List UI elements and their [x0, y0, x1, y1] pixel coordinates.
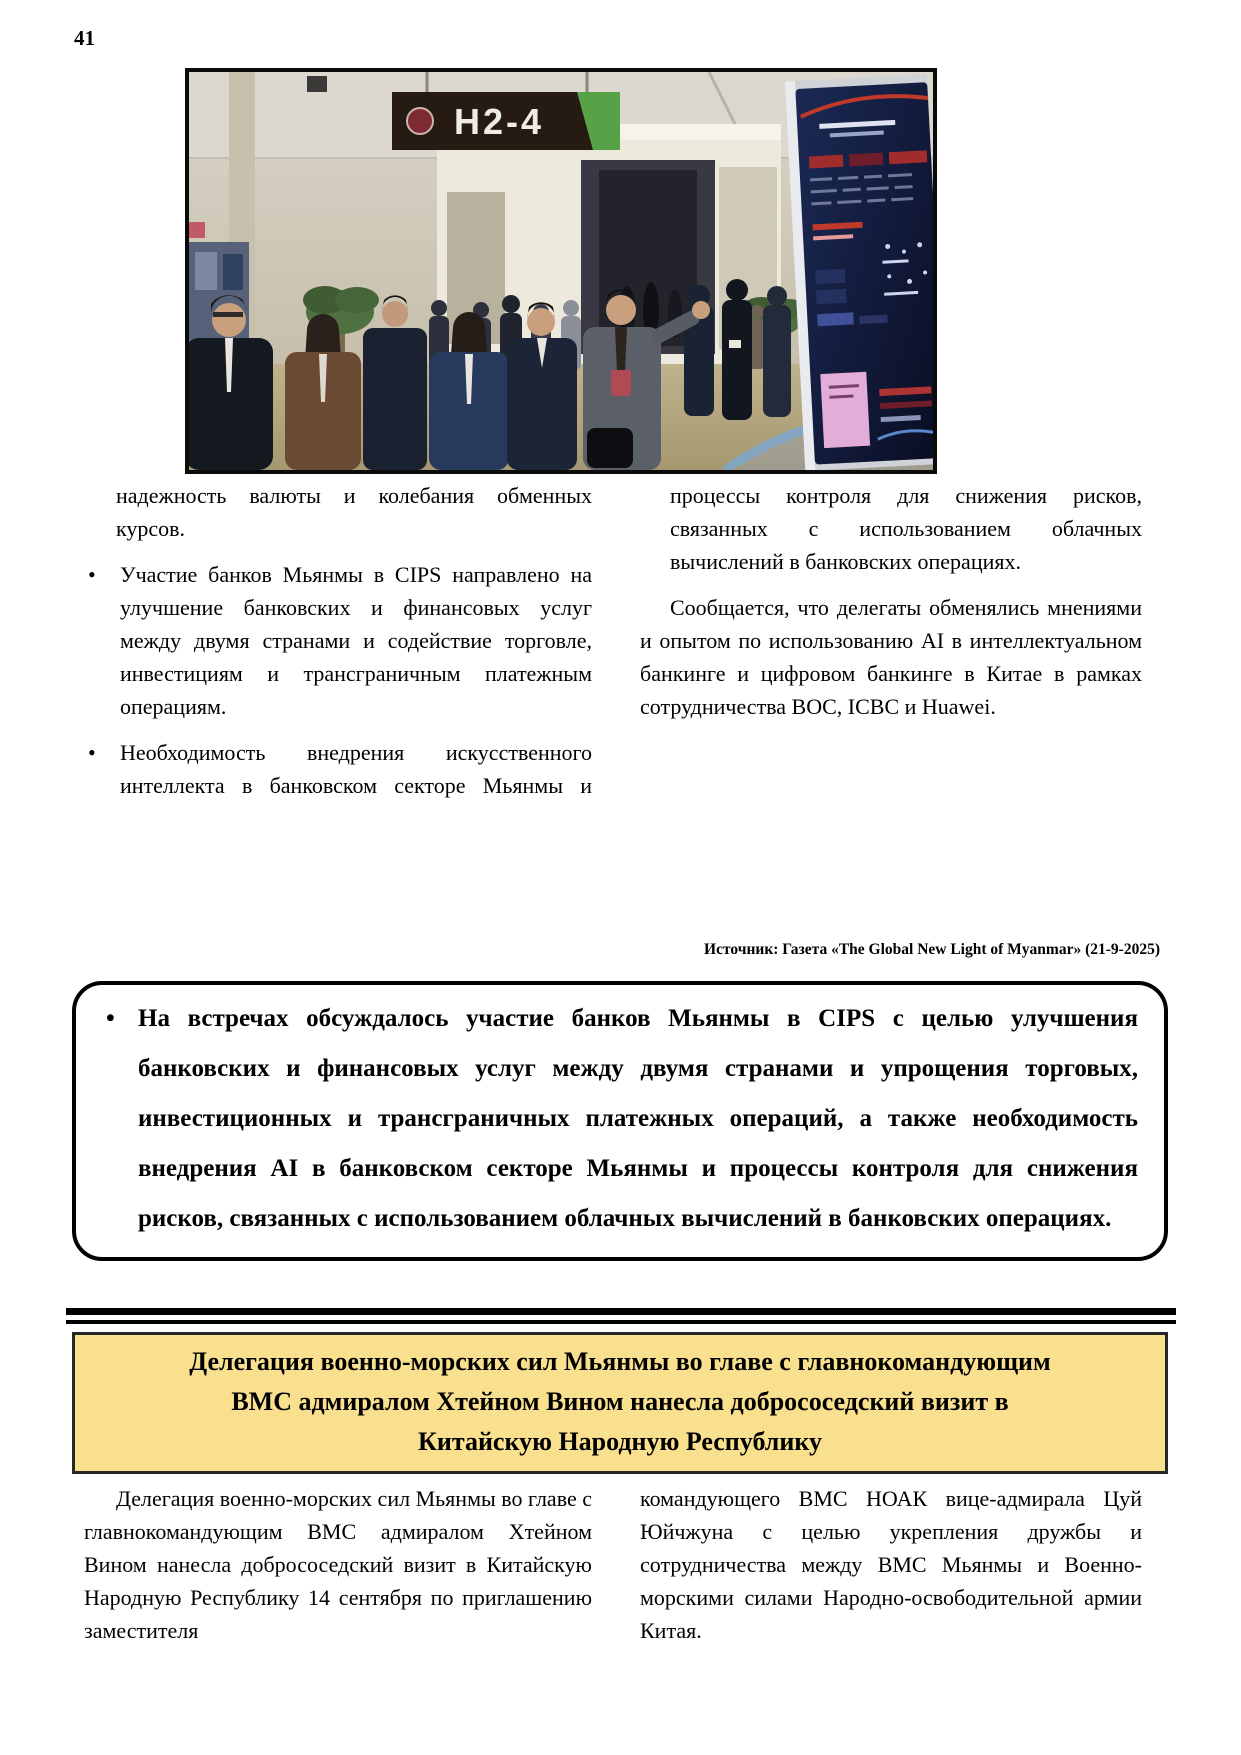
- bullet-text: Необходимость внедрения искусственного интеллекта в банковском секторе Мьянмы и: [120, 740, 592, 798]
- summary-box: [72, 981, 1168, 1261]
- heading-line: ВМС адмиралом Хтейном Вином нанесла добрососедский визит в: [231, 1387, 1009, 1416]
- bullet-marker: •: [88, 740, 96, 765]
- sign-text: H2-4: [453, 101, 545, 142]
- section2-columns: [84, 1482, 1142, 1647]
- article-right-column: [640, 479, 1142, 802]
- summary-text: На встречах обсуждалось участие банков Мьянмы в CIPS с целью улучшения банковских и финансовых услуг между двумя странами и упрощения торговых, инвестиционных и трансграничных платежных операций, а также необходимость внедрения AI в банковском секторе Мьянмы и процессы контроля для снижения рисков, связанных с использованием облачных вычислений в банковских операциях.: [138, 1005, 1138, 1232]
- paragraph: Делегация военно-морских сил Мьянмы во главе с главнокомандующим ВМС адмиралом Хтейном Вином нанесла добрососедский визит в Китайскую Народную Республику 14 сентября по приглашению заместителя: [84, 1486, 592, 1643]
- paragraph: командующего ВМС НОАК вице-адмирала Цуй Юйчжуна с целью укрепления дружбы и сотрудничества между ВМС Мьянмы и Военно-морскими силами Народно-освободительной армии Китая.: [640, 1486, 1142, 1643]
- badge: [611, 370, 631, 396]
- section-divider: [66, 1308, 1176, 1324]
- section-heading: [72, 1332, 1168, 1474]
- section2-right-column: [640, 1482, 1142, 1647]
- heading-line: Китайскую Народную Республику: [418, 1427, 822, 1456]
- bullet-item: [84, 558, 592, 723]
- source-line: Источник: Газета «The Global New Light of Myanmar» (21-9-2025): [704, 941, 1160, 958]
- article-left-column: [84, 479, 592, 802]
- article-columns: [84, 479, 1142, 802]
- exhibition-photo: [185, 68, 937, 474]
- screen-pink-panel: [820, 372, 870, 448]
- briefcase: [587, 428, 633, 468]
- page-number: 41: [74, 26, 95, 50]
- paragraph: Сообщается, что делегаты обменялись мнениями и опытом по использованию AI в интеллектуальном банкинге и цифровом банкинге в Китае в рамках сотрудничества BOC, ICBC и Huawei.: [640, 595, 1142, 719]
- summary-bullet-marker: •: [106, 1005, 115, 1032]
- divider-bar-thin: [66, 1320, 1176, 1324]
- exhibition-photo-art: [189, 72, 933, 470]
- heading-line: Делегация военно-морских сил Мьянмы во главе с главнокомандующим: [189, 1347, 1051, 1376]
- paragraph-continuation: процессы контроля для снижения рисков, связанных с использованием облачных вычислений в банковских операциях.: [670, 483, 1142, 574]
- crowd-right-group: [684, 279, 791, 420]
- bullet-marker: •: [88, 562, 96, 587]
- sign-logo: [407, 108, 433, 134]
- paragraph-continuation: надежность валюты и колебания обменных курсов.: [116, 483, 592, 541]
- bullet-text: Участие банков Мьянмы в CIPS направлено на улучшение банковских и финансовых услуг между двумя странами и содействие торговле, инвестициям и трансграничным платежным операциям.: [120, 562, 592, 719]
- led-screen: [785, 74, 933, 470]
- section2-left-column: [84, 1482, 592, 1647]
- ceiling-speaker: [307, 76, 327, 92]
- bullet-item: [84, 736, 592, 802]
- divider-bar-thick: [66, 1308, 1176, 1315]
